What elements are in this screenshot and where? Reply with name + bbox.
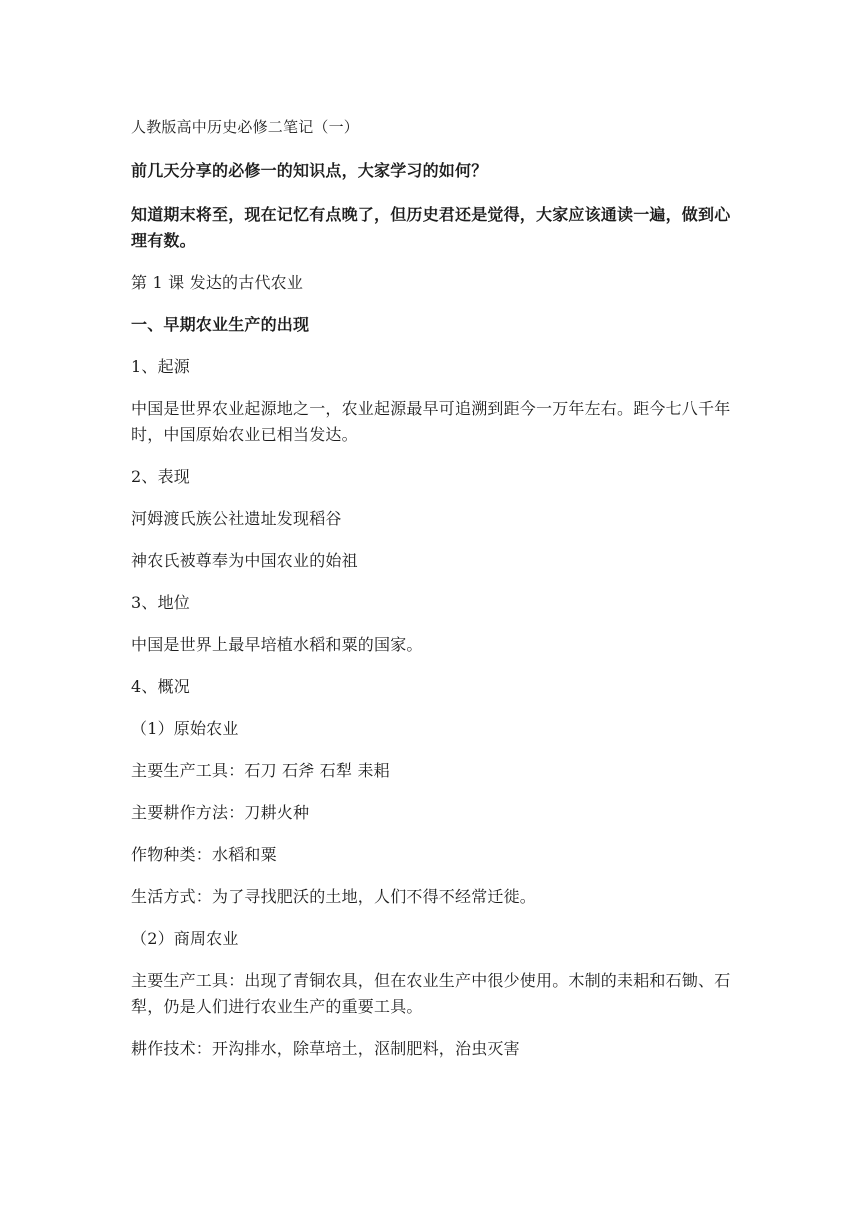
origin-paragraph: 中国是世界农业起源地之一，农业起源最早可追溯到距今一万年左右。距今七八千年时，中国原始农业已相当发达。 bbox=[131, 399, 731, 444]
primitive-tools: 主要生产工具：石刀 石斧 石犁 耒耜 bbox=[131, 761, 390, 780]
performance-heading: 2、表现 bbox=[131, 467, 190, 486]
intro-line-1: 前几天分享的必修一的知识点，大家学习的如何？ bbox=[131, 161, 488, 180]
section-heading-1: 一、早期农业生产的出现 bbox=[131, 315, 310, 334]
shangzhou-technique: 耕作技术：开沟排水，除草培土，沤制肥料，治虫灭害 bbox=[131, 1039, 520, 1058]
primitive-crops: 作物种类：水稻和粟 bbox=[131, 845, 277, 864]
lesson-title: 第 1 课 发达的古代农业 bbox=[131, 273, 304, 292]
primitive-lifestyle: 生活方式：为了寻找肥沃的土地，人们不得不经常迁徙。 bbox=[131, 887, 537, 906]
document-title: 人教版高中历史必修二笔记（一） bbox=[131, 118, 360, 136]
status-heading: 3、地位 bbox=[131, 593, 190, 612]
performance-item-2: 神农氏被尊奉为中国农业的始祖 bbox=[131, 551, 358, 570]
document-body bbox=[131, 114, 731, 1062]
overview-heading: 4、概况 bbox=[131, 677, 190, 696]
shangzhou-agriculture-heading: （2）商周农业 bbox=[131, 929, 239, 948]
status-paragraph: 中国是世界上最早培植水稻和粟的国家。 bbox=[131, 635, 423, 654]
shangzhou-tools: 主要生产工具：出现了青铜农具，但在农业生产中很少使用。木制的耒耜和石锄、石犁，仍是人们进行农业生产的重要工具。 bbox=[131, 971, 731, 1016]
origin-heading: 1、起源 bbox=[131, 357, 190, 376]
intro-line-2: 知道期末将至，现在记忆有点晚了，但历史君还是觉得，大家应该通读一遍，做到心理有数。 bbox=[131, 205, 731, 250]
primitive-method: 主要耕作方法：刀耕火种 bbox=[131, 803, 310, 822]
performance-item-1: 河姆渡氏族公社遗址发现稻谷 bbox=[131, 509, 342, 528]
primitive-agriculture-heading: （1）原始农业 bbox=[131, 719, 239, 738]
